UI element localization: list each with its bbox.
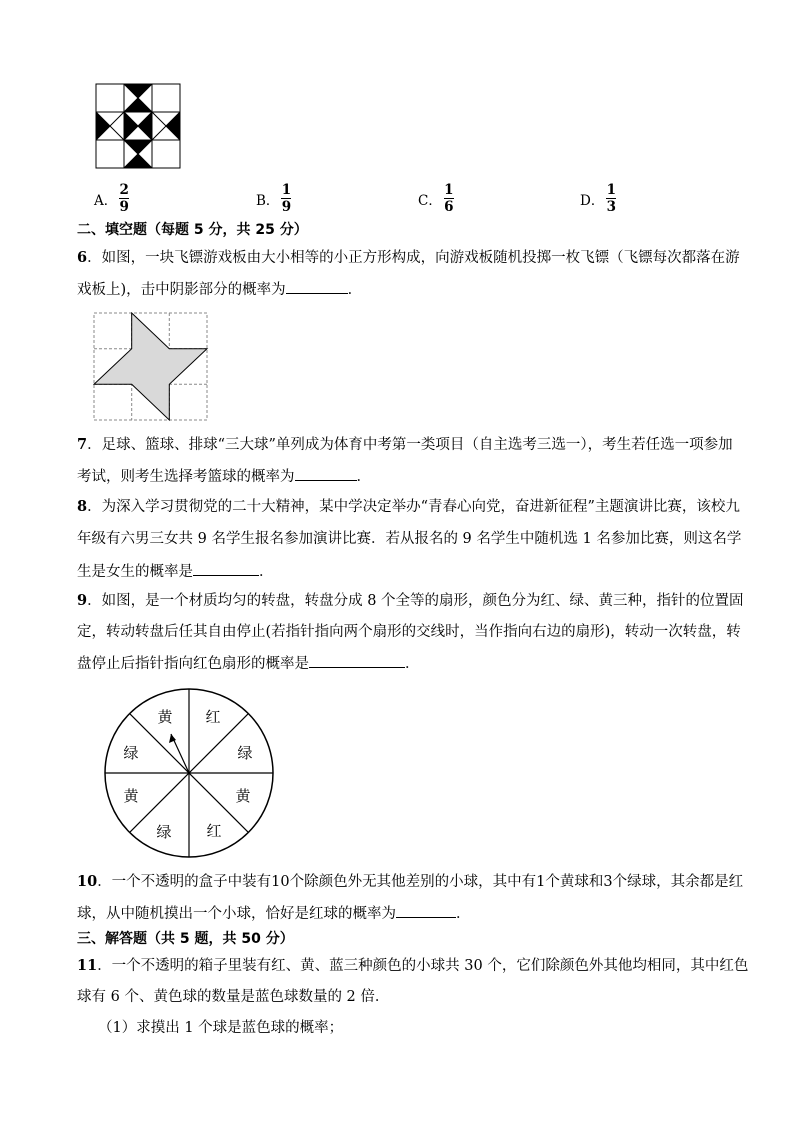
q7-line-1 [77,435,733,455]
q10-line-2 [77,903,471,924]
choice-c-numerator: 1 [444,182,454,198]
spinner-label-top-right: 红 [205,708,221,726]
q10-text-end: ． [456,906,471,922]
choice-b-fraction [281,183,291,214]
choice-c-letter: C． [418,192,442,209]
q9-number: 9 [77,592,88,609]
choice-a[interactable] [94,183,129,214]
q9-text-2: 定，转动转盘后任其自由停止(若指针指向两个扇形的交线时，当作指向右边的扇形)，转动一次转盘，转 [77,624,741,640]
q10-text-2: 球，从中随机摸出一个小球，恰好是红球的概率为 [77,906,396,922]
q8-text-3: 生是女生的概率是 [77,564,193,580]
q8-text-1: ．为深入学习贯彻党的二十大精神，某中学决定举办“青春心向党，奋进新征程”主题演讲比赛，该校九 [87,499,740,515]
q10-line-1 [77,872,743,892]
spinner-label-right-upper: 绿 [237,744,253,762]
choice-b[interactable] [256,183,291,214]
choice-c-fraction [444,183,454,214]
q6-answer-blank[interactable] [286,279,348,294]
section-3-heading: 三、解答题（共 5 题，共 50 分） [77,931,294,947]
spinner-label-left-lower: 黄 [123,787,139,805]
q8-text-end: ． [259,564,274,580]
choice-a-numerator: 2 [119,182,129,198]
choice-d-denominator: 3 [606,199,617,215]
q10-number: 10 [77,873,98,890]
q5-pattern-figure [94,82,182,170]
q9-answer-blank[interactable] [309,653,405,668]
q11-line-2: 球有 6 个、黄色球的数量是蓝色球数量的 2 倍． [77,989,390,1005]
q11-subquestion-1: （1）求摸出 1 个球是蓝色球的概率； [98,1020,344,1036]
q9-text-3: 盘停止后指针指向红色扇形的概率是 [77,656,309,672]
q10-text-1: ．一个不透明的盒子中装有10个除颜色外无其他差别的小球，其中有1个黄球和3个绿球，其余都是红 [97,874,744,890]
spinner-label-right-lower: 黄 [235,787,251,805]
q11-line-1 [77,956,748,976]
q9-line-1 [77,591,744,611]
q7-number: 7 [77,436,88,453]
choice-b-letter: B． [256,192,280,209]
q7-answer-blank[interactable] [295,466,357,481]
q8-line-1 [77,497,740,517]
choice-c-denominator: 6 [444,199,454,215]
q7-text-end: ． [356,469,371,485]
q6-line-1 [77,248,740,268]
q8-line-3 [77,561,274,582]
q9-line-3 [77,653,420,674]
choice-a-fraction [119,183,129,214]
q7-text-2: 考试，则考生选择考篮球的概率为 [77,469,295,485]
spinner-label-top-left: 黄 [157,708,173,726]
q9-line-2 [77,622,741,642]
q7-text-1: ．足球、篮球、排球“三大球”单列成为体育中考第一类项目（自主选考三选一），考生若任选一项参加 [87,437,733,453]
choice-d-numerator: 1 [606,182,617,198]
q9-spinner-figure [100,688,280,868]
spinner-label-left-upper: 绿 [123,744,139,762]
q9-text-end: ． [405,656,420,672]
choice-b-denominator: 9 [281,199,292,215]
q8-answer-blank[interactable] [193,561,259,576]
q6-text-2: 戏板上)，击中阴影部分的概率为 [77,282,286,298]
spinner-label-bottom-right: 红 [206,822,222,840]
q6-text-1: ．如图，一块飞镖游戏板由大小相等的小正方形构成，向游戏板随机投掷一枚飞镖（飞镖每次都落在游 [87,250,740,266]
choice-d[interactable] [580,183,616,214]
choice-c[interactable] [418,183,454,214]
choice-b-numerator: 1 [281,182,292,198]
choice-d-letter: D． [580,192,605,209]
q11-number: 11 [77,957,98,974]
choice-d-fraction [606,183,616,214]
spinner-label-bottom-left: 绿 [156,823,172,841]
section-2-heading: 二、填空题（每题 5 分，共 25 分） [77,222,308,238]
q6-number: 6 [77,249,88,266]
q9-text-1: ．如图，是一个材质均匀的转盘，转盘分成 8 个全等的扇形，颜色分为红、绿、黄三种，指针的位置固 [87,593,744,609]
q11-text-1: ．一个不透明的箱子里装有红、黄、蓝三种颜色的小球共 30 个，它们除颜色外其他均相同，其中红色 [97,958,749,974]
q8-number: 8 [77,498,88,515]
q10-answer-blank[interactable] [396,903,456,918]
q6-line-2 [77,279,362,300]
choice-a-letter: A． [94,192,118,209]
q7-line-2 [77,466,371,487]
q6-dartboard-figure [93,312,209,422]
q8-line-2 [77,529,741,549]
choice-a-denominator: 9 [119,199,129,215]
q8-text-2: 年级有六男三女共 9 名学生报名参加演讲比赛．若从报名的 9 名学生中随机选 1 名参加比赛，则这名学 [77,531,742,547]
q6-text-end: ． [347,282,363,298]
